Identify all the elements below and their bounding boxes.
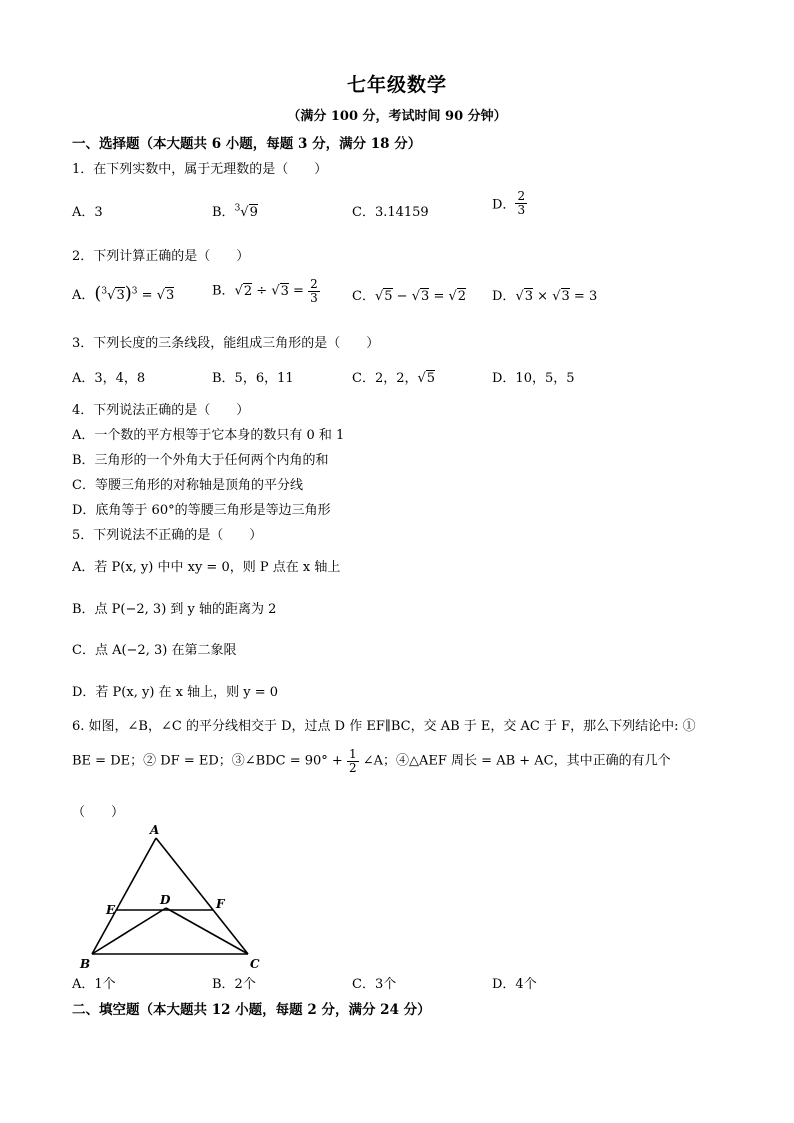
q3-option-b: B．5，6，11 <box>212 371 294 386</box>
q3-option-c: C．2，2，√5 <box>352 371 436 386</box>
segment-bd <box>92 908 166 954</box>
q4-option-c: C．等腰三角形的对称轴是顶角的平分线 <box>72 478 303 493</box>
q6-option-c: C．3个 <box>352 977 397 992</box>
label-d: D <box>160 893 171 907</box>
q3-option-d: D．10，5，5 <box>492 371 575 386</box>
exam-subtitle: （满分 100 分，考试时间 90 分钟） <box>287 109 507 124</box>
q1-option-b: B．$^3$√9 <box>212 203 258 220</box>
q1-option-a: A．3 <box>72 205 103 220</box>
section-2-heading: 二、填空题（本大题共 12 小题，每题 2 分，满分 24 分） <box>72 1002 431 1018</box>
q5-option-d: D．若 P(x, y) 在 x 轴上，则 y = 0 <box>72 685 279 700</box>
label-f: F <box>216 897 225 911</box>
label-b: B <box>80 957 91 971</box>
q5-stem: 5．下列说法不正确的是（ ） <box>72 528 263 543</box>
segment-cd <box>166 908 248 954</box>
label-e: E <box>106 903 116 917</box>
q3-stem: 3．下列长度的三条线段，能组成三角形的是（ ） <box>72 336 380 351</box>
q5-option-c: C．点 A(−2, 3) 在第二象限 <box>72 643 237 658</box>
label-a: A <box>150 823 160 837</box>
q6-stem-line2: BE = DE；② DF = ED；③∠BDC = 90° + $\frac{1}{2}$ ∠A；④△AEF 周长 = AB + AC，其中正确的有几个 <box>72 747 671 775</box>
segment-ab <box>92 838 156 954</box>
q1-option-d: D． $\frac{2}{3}$ <box>492 189 526 217</box>
q2-option-a: A．$(^3√3)^3 = √3$ <box>72 283 175 304</box>
q3-option-a: A．3，4，8 <box>72 371 146 386</box>
q5-option-a: A．若 P(x, y) 中中 xy = 0，则 P 点在 x 轴上 <box>72 560 341 575</box>
q4-option-b: B．三角形的一个外角大于任何两个内角的和 <box>72 453 329 468</box>
q6-answer-paren: （ ） <box>72 805 125 820</box>
q4-stem: 4．下列说法正确的是（ ） <box>72 403 250 418</box>
q5-option-b: B．点 P(−2, 3) 到 y 轴的距离为 2 <box>72 602 277 617</box>
section-1-heading: 一、选择题（本大题共 6 小题，每题 3 分，满分 18 分） <box>72 136 422 152</box>
page-title: 七年级数学 <box>346 74 447 96</box>
q6-stem-line1: 6. 如图，∠B，∠C 的平分线相交于 D，过点 D 作 EF∥BC，交 AB 于 E，交 AC 于 F，那么下列结论中: ① <box>72 719 696 734</box>
triangle-figure <box>78 822 278 972</box>
q6-option-b: B．2个 <box>212 977 256 992</box>
q4-option-d: D．底角等于 60°的等腰三角形是等边三角形 <box>72 503 331 518</box>
q4-option-a: A．一个数的平方根等于它本身的数只有 0 和 1 <box>72 428 345 443</box>
q2-option-d: D．√3 × √3 = 3 <box>492 289 598 304</box>
q1-option-c: C．3.14159 <box>352 205 429 220</box>
q2-option-c: C．√5 − √3 = √2 <box>352 289 467 304</box>
label-c: C <box>250 957 260 971</box>
q2-option-b: B．√2 ÷ √3 = $\frac{2}{3}$ <box>212 277 318 305</box>
q6-option-d: D．4个 <box>492 977 537 992</box>
q6-option-a: A．1个 <box>72 977 116 992</box>
q1-stem: 1．在下列实数中，属于无理数的是（ ） <box>72 162 328 177</box>
q2-stem: 2．下列计算正确的是（ ） <box>72 249 250 264</box>
